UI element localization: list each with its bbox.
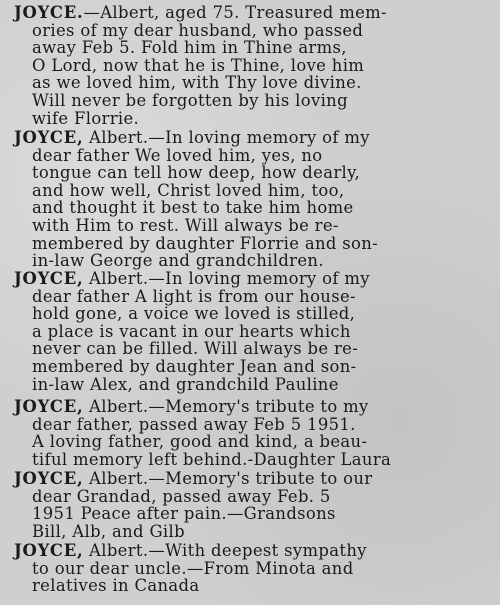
notice-line: dear father A light is from our house- [32, 286, 356, 306]
memorial-notice [14, 270, 490, 398]
notice-text: Albert.—In loving memory of my [83, 269, 370, 288]
memorial-notice [14, 4, 490, 129]
notice-line: hold gone, a voice we loved is stilled, [32, 304, 356, 324]
notice-line: and how well, Christ loved him, too, [32, 180, 345, 200]
notice-line: tongue can tell how deep, how dearly, [32, 163, 361, 183]
notice-surname: JOYCE, [14, 397, 84, 416]
notice-line: relatives in Canada [32, 576, 200, 596]
notice-line: membered by daughter Jean and son- [32, 356, 357, 376]
notice-line [14, 398, 490, 416]
notice-line: to our dear uncle.—From Minota and [32, 558, 354, 578]
notice-line [14, 270, 490, 288]
notice-surname: JOYCE, [14, 541, 84, 560]
notice-line: and thought it best to take him home [32, 198, 354, 218]
notice-line: with Him to rest. Will always be re- [32, 215, 339, 235]
notice-surname: JOYCE, [14, 128, 84, 147]
notice-line [14, 129, 490, 147]
notice-line: tiful memory left behind.-Daughter Laura [32, 449, 392, 469]
notice-line [14, 4, 490, 22]
notice-text: Albert.—Memory's tribute to our [83, 469, 373, 488]
notice-line: Bill, Alb, and Gilb [32, 521, 185, 541]
notice-line: dear father, passed away Feb 5 1951. [32, 414, 356, 434]
notice-line: never can be filled. Will always be re- [32, 339, 359, 359]
notice-line [14, 470, 490, 488]
notice-line: away Feb 5. Fold him in Thine arms, [32, 38, 347, 58]
notice-line: in-law Alex, and grandchild Pauline [32, 374, 339, 394]
notice-line: ories of my dear husband, who passed [32, 20, 364, 40]
notice-surname: JOYCE, [14, 469, 84, 488]
memorial-notice [14, 542, 490, 602]
notice-line: a place is vacant in our hearts which [32, 321, 351, 341]
notice-text: Albert.—With deepest sympathy [83, 541, 367, 560]
notice-line: in-law George and grandchildren. [32, 251, 324, 271]
notice-text: —Albert, aged 75. Treasured mem- [83, 3, 387, 22]
memorial-notice [14, 398, 490, 470]
notice-line: O Lord, now that he is Thine, love him [32, 55, 365, 75]
notice-surname: JOYCE. [14, 3, 84, 22]
notice-line: A loving father, good and kind, a beau- [32, 432, 368, 452]
notice-text: Albert.—Memory's tribute to my [83, 397, 369, 416]
notice-line: membered by daughter Florrie and son- [32, 233, 379, 253]
notice-line: as we loved him, with Thy love divine. [32, 73, 362, 93]
notice-line: wife Florrie. [32, 108, 140, 128]
notice-line: dear father We loved him, yes, no [32, 145, 323, 165]
notice-line: Will never be forgotten by his loving [32, 90, 348, 110]
notice-text: Albert.—In loving memory of my [83, 128, 370, 147]
notice-surname: JOYCE, [14, 269, 84, 288]
notice-line [14, 542, 490, 560]
memorial-notice [14, 129, 490, 270]
memorial-notice [14, 470, 490, 542]
notice-line: 1951 Peace after pain.—Grandsons [32, 504, 336, 524]
notice-line: dear Grandad, passed away Feb. 5 [32, 486, 331, 506]
